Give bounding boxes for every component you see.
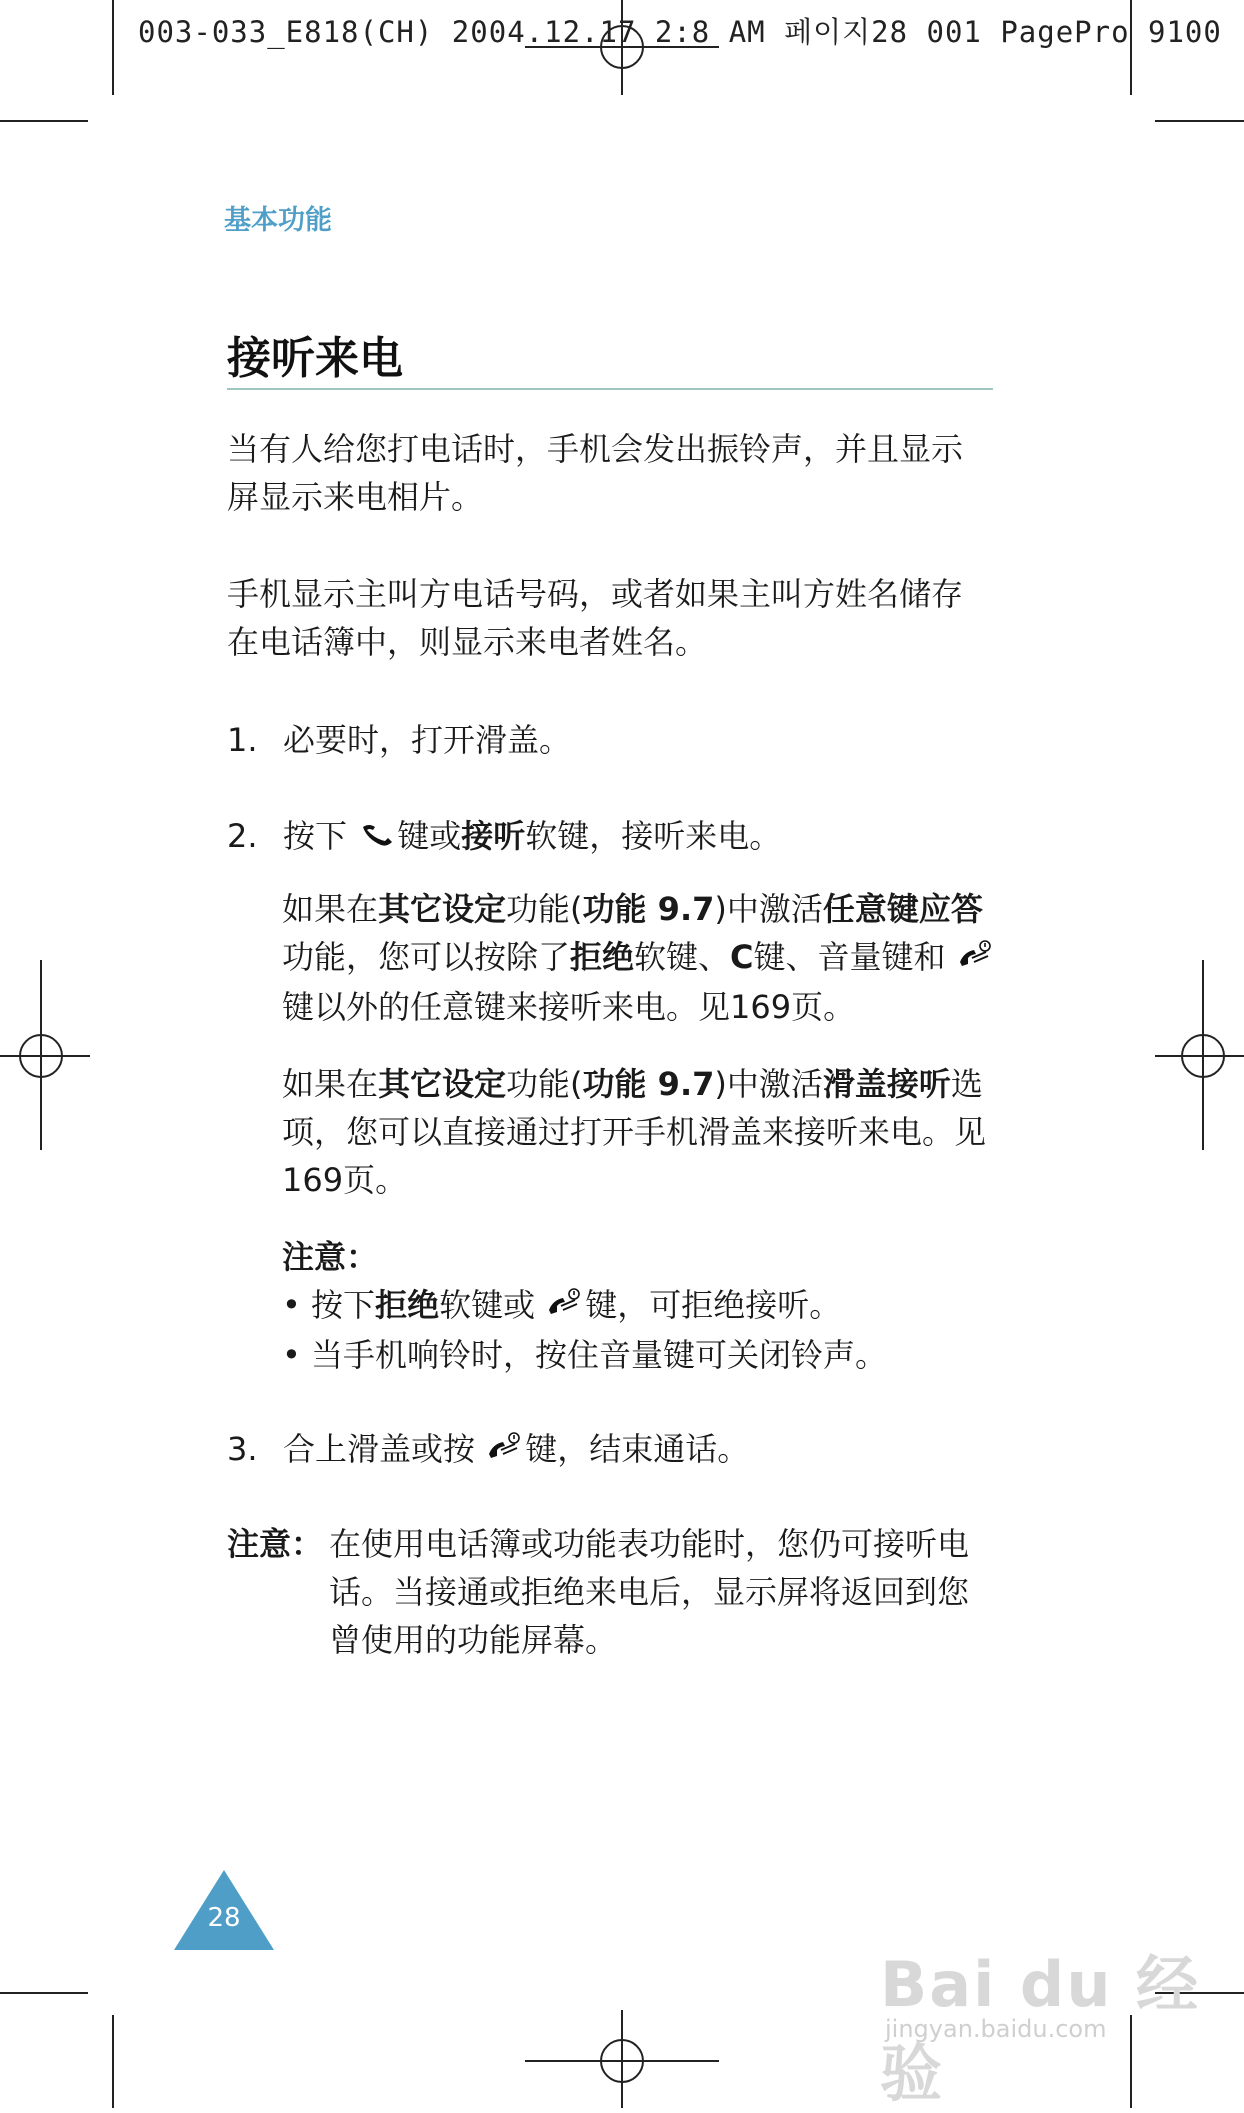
- print-header: 003-033_E818(CH) 2004.12.17 2:8 AM 페이지28 001 PagePro 9100: [138, 15, 1222, 49]
- text: 功能(: [506, 1065, 583, 1103]
- watermark-url: jingyan.baidu.com: [885, 2015, 1107, 2043]
- text: )中激活: [714, 890, 823, 928]
- footnote-text: 在使用电话簿或功能表功能时，您仍可接听电话。当接通或拒绝来电后，显示屏将返回到您曾使用的功能屏幕。: [329, 1525, 970, 1659]
- option-name: 任意键应答: [822, 890, 983, 928]
- step-2: [227, 812, 781, 862]
- caller-id-paragraph: 手机显示主叫方电话号码，或者如果主叫方姓名储存在电话簿中，则显示来电者姓名。: [227, 575, 964, 661]
- text: 如果在: [282, 1065, 379, 1103]
- text: 键以外的任意键来接听来电。见169页。: [282, 988, 856, 1026]
- text: 软键、: [634, 938, 731, 976]
- key-label: C: [730, 938, 754, 976]
- footnote: [227, 1520, 1007, 1664]
- end-key-icon: [545, 1283, 585, 1331]
- note-label: 注意：: [282, 1238, 379, 1276]
- end-key-icon: [956, 935, 996, 983]
- crop-mark: [0, 120, 88, 122]
- crop-mark: [112, 0, 114, 95]
- step-text: 按下: [283, 817, 348, 855]
- step-text: 键，结束通话。: [525, 1430, 750, 1468]
- softkey-label: 拒绝: [375, 1286, 440, 1324]
- section-tag: 基本功能: [224, 205, 332, 236]
- note-bullet: [282, 1281, 1002, 1331]
- text: 功能(: [506, 890, 583, 928]
- send-key-icon: [357, 814, 397, 862]
- registration-mark: [1181, 1034, 1225, 1078]
- step-number: 1.: [227, 721, 258, 759]
- menu-name: 其它设定: [378, 890, 507, 928]
- watermark-logo: Bai du 经验: [880, 1948, 1201, 2110]
- option-name: 滑盖接听: [822, 1065, 951, 1103]
- page-number: 28: [207, 1903, 241, 1933]
- registration-mark: [19, 1034, 63, 1078]
- step-number: 2.: [227, 817, 258, 855]
- step-2-note: [282, 1233, 1002, 1379]
- text: 功能，您可以按除了: [282, 938, 571, 976]
- text: 如果在: [282, 890, 379, 928]
- text: 键，可拒绝接听。: [585, 1286, 842, 1324]
- footnote-label: 注意：: [227, 1525, 324, 1563]
- text: 软键或: [439, 1286, 536, 1324]
- step-number: 3.: [227, 1430, 258, 1468]
- step-3: [227, 1425, 749, 1475]
- softkey-label: 接听: [461, 817, 526, 855]
- step-text: 必要时，打开滑盖。: [283, 721, 572, 759]
- text: 选项，您可以直接通过打开手机滑盖来接听来电。见169页。: [282, 1065, 987, 1199]
- title-rule: [227, 388, 993, 390]
- crop-mark: [112, 2015, 114, 2108]
- page-title: 接听来电: [227, 333, 403, 384]
- step-text: 合上滑盖或按: [283, 1430, 476, 1468]
- end-key-icon: [485, 1427, 525, 1475]
- text: 键、音量键和: [753, 938, 946, 976]
- crop-mark: [0, 1992, 88, 1994]
- step-text: 键或: [397, 817, 462, 855]
- slide-answer-paragraph: [282, 1060, 1002, 1204]
- step-text: 软键，接听来电。: [525, 817, 782, 855]
- note-bullet: • 当手机响铃时，按住音量键可关闭铃声。: [282, 1336, 888, 1374]
- step-1: [227, 716, 571, 764]
- intro-paragraph: 当有人给您打电话时，手机会发出振铃声，并且显示屏显示来电相片。: [227, 430, 964, 516]
- softkey-label: 拒绝: [570, 938, 635, 976]
- crop-mark: [1155, 120, 1244, 122]
- registration-mark: [600, 2039, 644, 2083]
- menu-number: 功能 9.7: [582, 1065, 715, 1103]
- text: • 按下: [282, 1286, 376, 1324]
- any-key-answer-paragraph: [282, 885, 1002, 1031]
- menu-number: 功能 9.7: [582, 890, 715, 928]
- menu-name: 其它设定: [378, 1065, 507, 1103]
- text: )中激活: [714, 1065, 823, 1103]
